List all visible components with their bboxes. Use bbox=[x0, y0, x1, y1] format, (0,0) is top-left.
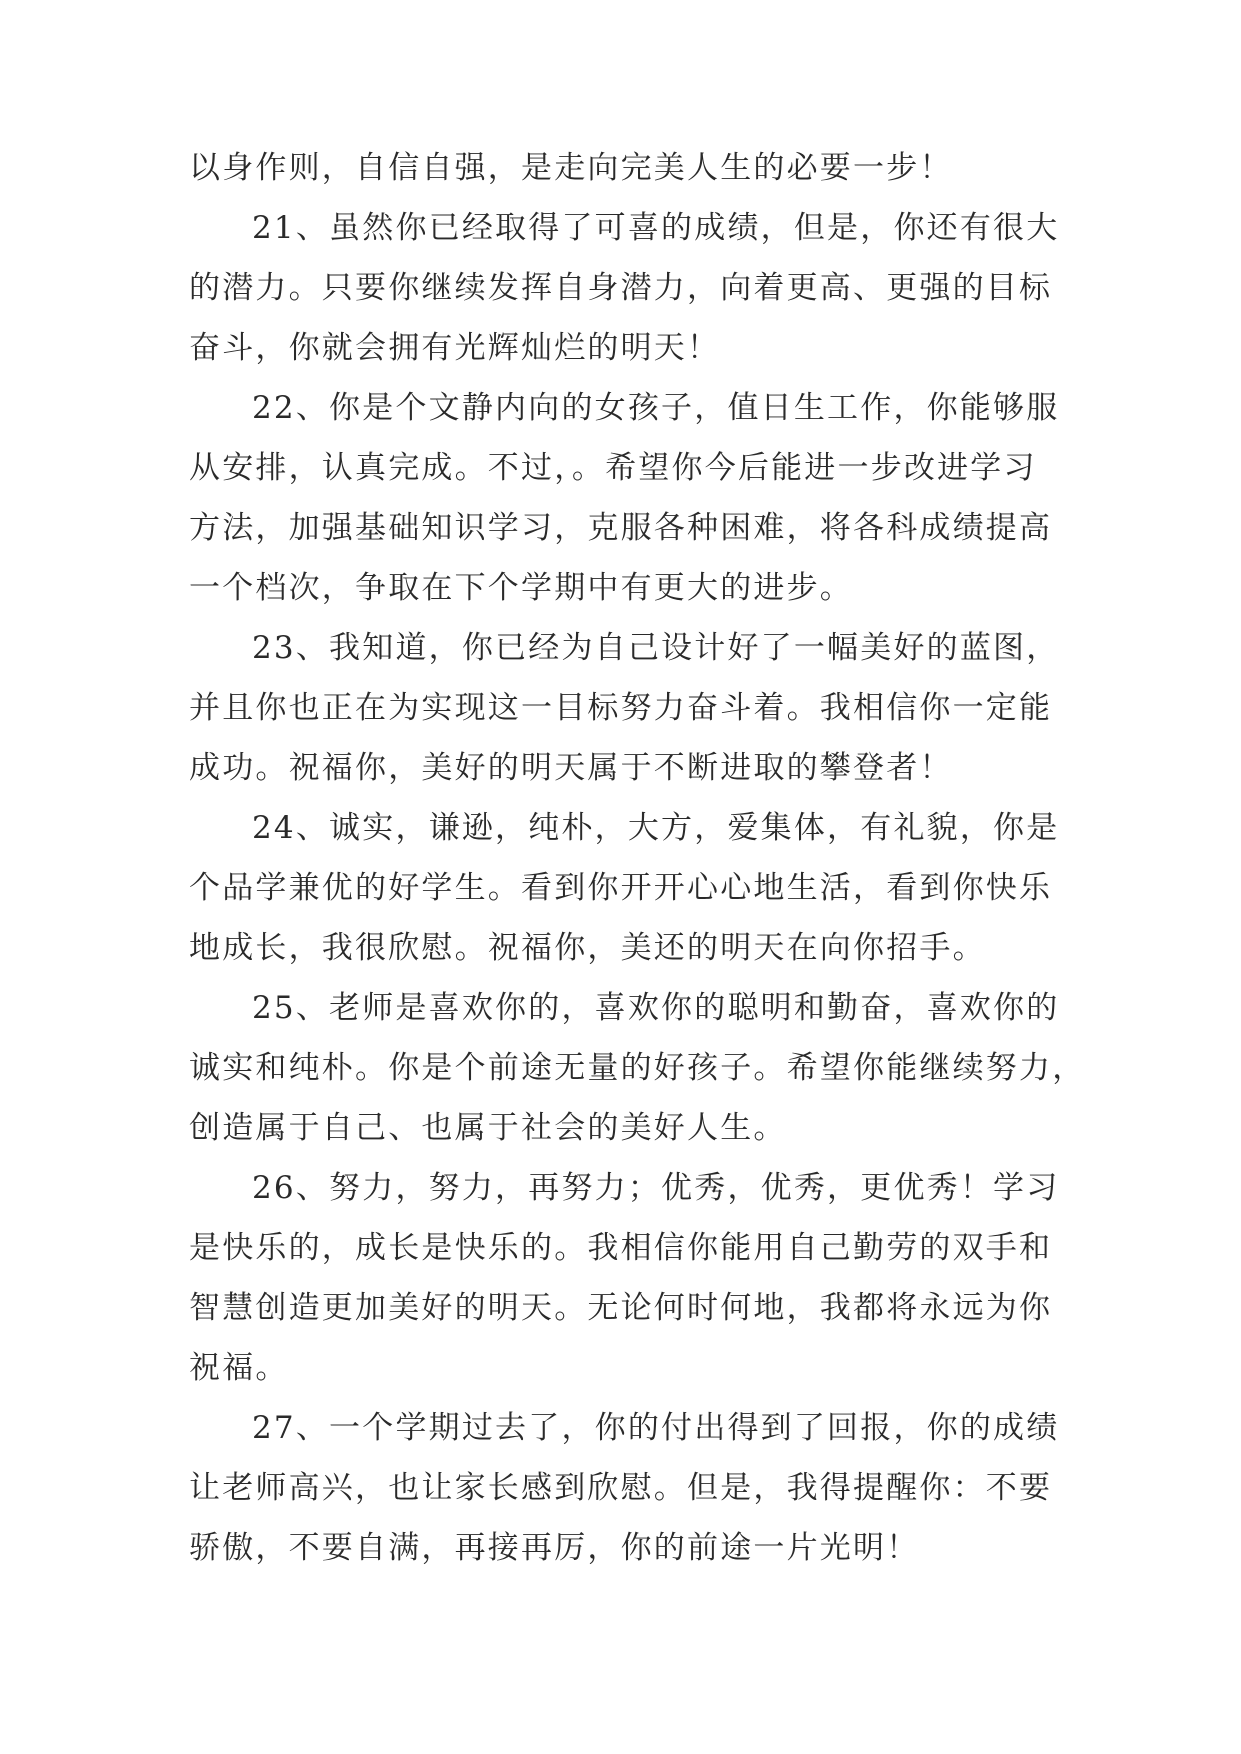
text-line-5: 22、你是个文静内向的女孩子，值日生工作，你能够服 bbox=[252, 390, 1060, 426]
text-line-16: 诚实和纯朴。你是个前途无量的好孩子。希望你能继续努力， bbox=[189, 1050, 1086, 1086]
text-line-3: 的潜力。只要你继续发挥自身潜力，向着更高、更强的目标 bbox=[189, 270, 1053, 306]
text-line-6: 从安排，认真完成。不过，。希望你今后能进一步改进学习 bbox=[189, 450, 1037, 486]
text-line-18: 26、努力，努力，再努力；优秀，优秀，更优秀！学习 bbox=[252, 1170, 1060, 1206]
text-line-1: 以身作则，自信自强，是走向完美人生的必要一步！ bbox=[189, 150, 953, 186]
text-line-10: 并且你也正在为实现这一目标努力奋斗着。我相信你一定能 bbox=[189, 690, 1053, 726]
text-line-22: 27、一个学期过去了，你的付出得到了回报，你的成绩 bbox=[252, 1410, 1060, 1446]
text-line-20: 智慧创造更加美好的明天。无论何时何地，我都将永远为你 bbox=[189, 1290, 1053, 1326]
text-line-12: 24、诚实，谦逊，纯朴，大方，爱集体，有礼貌，你是 bbox=[252, 810, 1060, 846]
text-line-23: 让老师高兴，也让家长感到欣慰。但是，我得提醒你：不要 bbox=[189, 1470, 1053, 1506]
text-line-24: 骄傲，不要自满，再接再厉，你的前途一片光明！ bbox=[189, 1530, 920, 1566]
text-line-17: 创造属于自己、也属于社会的美好人生。 bbox=[189, 1110, 787, 1146]
text-line-11: 成功。祝福你，美好的明天属于不断进取的攀登者！ bbox=[189, 750, 953, 786]
text-line-9: 23、我知道，你已经为自己设计好了一幅美好的蓝图， bbox=[252, 630, 1060, 666]
text-line-14: 地成长，我很欣慰。祝福你，美还的明天在向你招手。 bbox=[189, 930, 986, 966]
text-line-2: 21、虽然你已经取得了可喜的成绩，但是，你还有很大 bbox=[252, 210, 1060, 246]
text-line-4: 奋斗，你就会拥有光辉灿烂的明天！ bbox=[189, 330, 721, 366]
text-line-8: 一个档次，争取在下个学期中有更大的进步。 bbox=[189, 570, 853, 606]
text-line-15: 25、老师是喜欢你的，喜欢你的聪明和勤奋，喜欢你的 bbox=[252, 990, 1060, 1026]
text-line-13: 个品学兼优的好学生。看到你开开心心地生活，看到你快乐 bbox=[189, 870, 1053, 906]
text-line-7: 方法，加强基础知识学习，克服各种困难，将各科成绩提高 bbox=[189, 510, 1053, 546]
text-line-21: 祝福。 bbox=[189, 1350, 289, 1386]
text-line-19: 是快乐的，成长是快乐的。我相信你能用自己勤劳的双手和 bbox=[189, 1230, 1053, 1266]
